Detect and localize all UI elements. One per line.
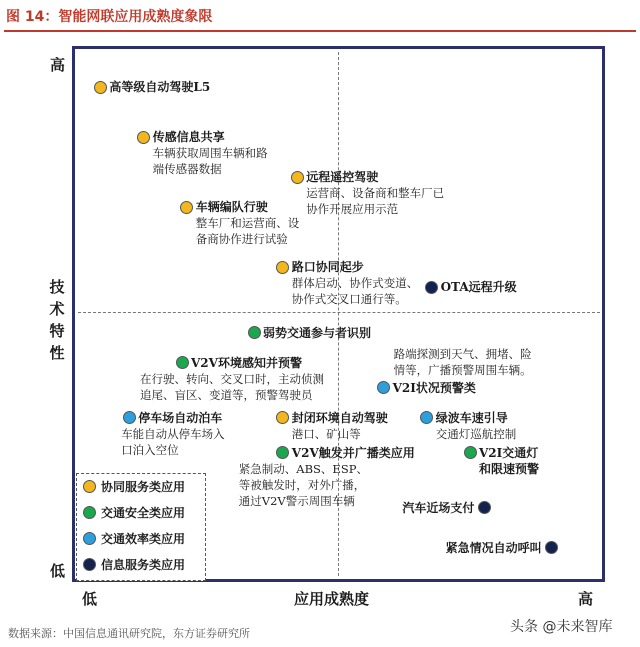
data-point-label: 远程遥控驾驶 [306,170,379,185]
legend-item-cooperative-service [83,478,185,494]
data-point-marker [291,171,304,184]
data-point-label: V2I状况预警类 [392,380,476,395]
data-point-description: 运营商、设备商和整车厂已 协作开展应用示范 [306,186,445,217]
data-point-label: 传感信息共享 [152,130,225,145]
legend [76,473,206,581]
legend-label: 信息服务类应用 [101,558,186,572]
data-point-label: V2V触发并广播类应用 [291,445,415,460]
title-rule [4,30,636,32]
legend-item-traffic-safety [83,504,185,520]
data-point-marker [464,446,477,459]
legend-label: 协同服务类应用 [101,480,186,494]
data-point-marker [137,131,150,144]
data-point-label: 汽车近场支付 [402,500,475,515]
legend-label: 交通效率类应用 [101,532,186,546]
data-point-marker [123,411,136,424]
data-point-label: 紧急情况自动呼叫 [445,540,542,555]
data-point-description: 在行驶、转向、交叉口时，主动侦测 追尾、盲区、变道等，预警驾驶员 [140,371,324,402]
data-point-label: 路口协同起步 [291,260,364,275]
y-tick-high: 高 [50,56,66,74]
data-point-description: 路端探测到天气、拥堵、险 情等，广播预警周围车辆。 [393,346,532,377]
data-point-label: 绿波车速引导 [435,410,508,425]
legend-label: 交通安全类应用 [101,506,186,520]
data-point-description: 车能自动从停车场入 口泊入空位 [121,426,225,457]
x-tick-low: 低 [82,590,98,608]
data-point-description: 群体启动、协作式变道、 协作式交叉口通行等。 [291,276,419,307]
quadrant-divider-horizontal [78,312,600,313]
data-point-marker [248,326,261,339]
data-point-marker [425,281,438,294]
data-point-label: 弱势交通参与者识别 [263,325,372,340]
legend-item-traffic-efficiency [83,530,185,546]
y-tick-low: 低 [50,562,66,580]
data-point-label: V2V环境感知并预警 [191,355,302,370]
data-point-label: 封闭环境自动驾驶 [291,410,388,425]
legend-marker [83,532,96,545]
data-point-label: 高等级自动驾驶L5 [109,80,211,95]
data-point-marker [176,356,189,369]
data-point-description: 整车厂和运营商、设 备商协作进行试验 [195,216,300,247]
legend-item-info-service [83,556,185,572]
data-point-label: V2I交通灯 和限速预警 [479,445,540,476]
legend-marker [83,558,96,571]
data-point-marker [94,81,107,94]
legend-marker [83,506,96,519]
data-point-label: 车辆编队行驶 [195,200,268,215]
data-point-label: OTA远程升级 [440,280,517,295]
data-point-description: 港口、矿山等 [291,426,361,441]
data-point-marker [180,201,193,214]
y-axis-label: 技术特性 [49,278,65,362]
x-tick-high: 高 [578,590,594,608]
watermark: 头条 @未来智库 [510,619,613,635]
source-note: 数据来源：中国信息通讯研究院，东方证券研究所 [8,627,250,640]
data-point-label: 停车场自动泊车 [138,410,223,425]
legend-marker [83,480,96,493]
x-axis-label: 应用成熟度 [294,590,370,608]
figure-title: 图 14：智能网联应用成熟度象限 [6,9,213,25]
data-point-description: 紧急制动、ABS、ESP、 等被触发时，对外广播， 通过V2V警示周围车辆 [238,461,368,508]
data-point-description: 车辆获取周围车辆和路 端传感器数据 [152,146,268,177]
data-point-description: 交通灯巡航控制 [435,426,517,441]
